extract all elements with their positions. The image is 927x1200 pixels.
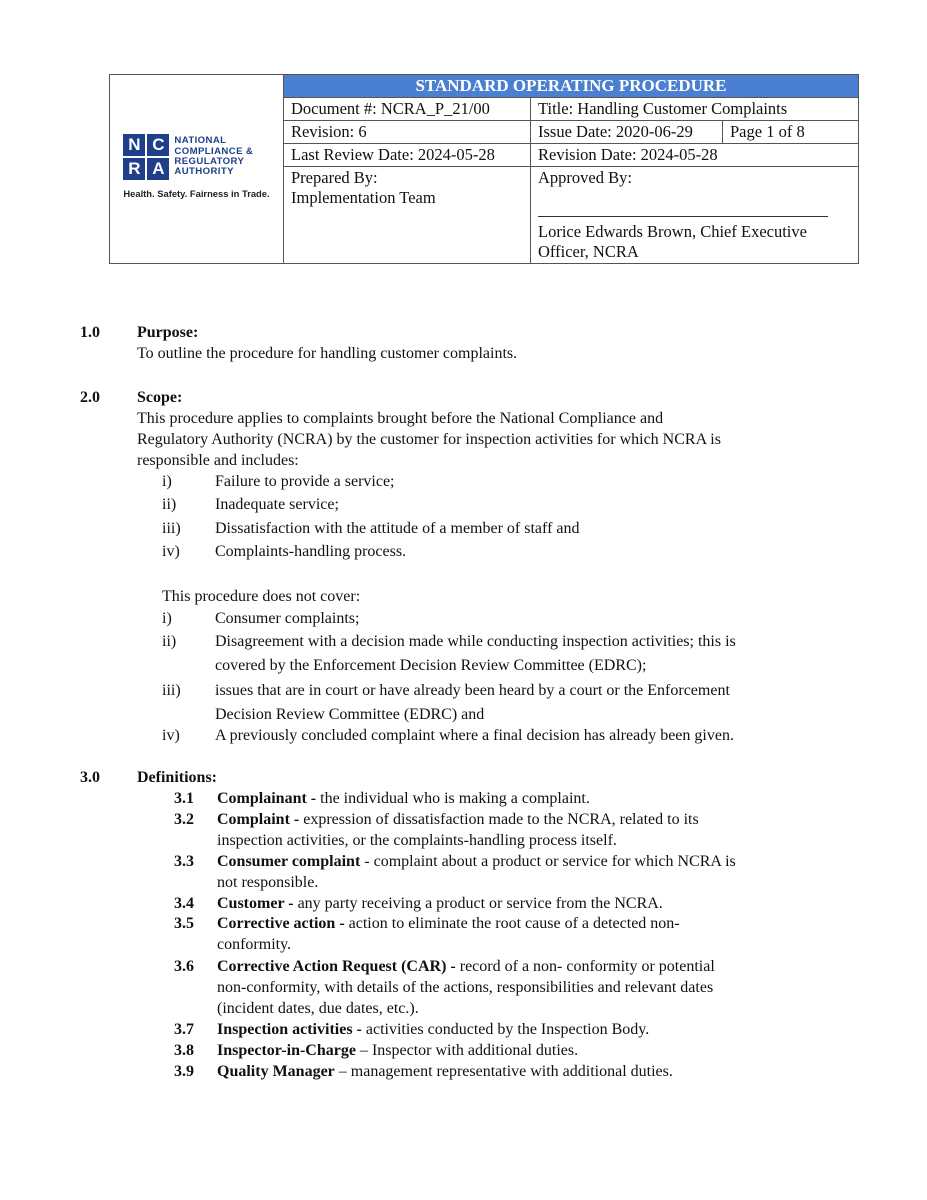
definition-item: Consumer complaint - complaint about a product or service for which NCRA is xyxy=(217,853,736,870)
signature-line xyxy=(538,216,828,217)
definition-item: Corrective action - action to eliminate the root cause of a detected non- xyxy=(217,915,680,932)
definition-continuation: not responsible. xyxy=(217,874,319,891)
approved-by-cell xyxy=(531,167,859,222)
prepared-by-value: Implementation Team xyxy=(291,188,436,207)
sop-title-banner: STANDARD OPERATING PROCEDURE xyxy=(284,75,859,98)
issue-date: Issue Date: 2020-06-29 xyxy=(531,121,723,144)
scope-intro-line: This procedure applies to complaints brought before the National Compliance and xyxy=(137,410,664,427)
list-item: Consumer complaints; xyxy=(215,610,360,627)
revision-number: Revision: 6 xyxy=(284,121,531,144)
definition-item: Corrective Action Request (CAR) - record of a non- conformity or potential xyxy=(217,958,715,975)
logo-letter: A xyxy=(147,158,169,180)
definition-item: Complaint - expression of dissatisfaction made to the NCRA, related to its xyxy=(217,811,699,828)
scope-intro-line: Regulatory Authority (NCRA) by the customer for inspection activities for which NCRA is xyxy=(137,431,721,448)
logo-letter: R xyxy=(123,158,145,180)
definition-number: 3.7 xyxy=(174,1021,194,1038)
purpose-text: To outline the procedure for handling customer complaints. xyxy=(137,345,518,362)
definition-number: 3.1 xyxy=(174,790,194,807)
definition-continuation: non-conformity, with details of the actions, responsibilities and relevant dates xyxy=(217,979,714,996)
document-number: Document #: NCRA_P_21/00 xyxy=(284,98,531,121)
definition-item: Complainant - the individual who is making a complaint. xyxy=(217,790,590,807)
list-item: issues that are in court or have already been heard by a court or the Enforcement xyxy=(215,682,730,699)
approver-cell xyxy=(531,221,859,264)
definition-item: Customer - any party receiving a product or service from the NCRA. xyxy=(217,895,663,912)
list-item: A previously concluded complaint where a final decision has already been given. xyxy=(215,727,734,744)
logo-letter: N xyxy=(123,134,145,156)
definition-continuation: conformity. xyxy=(217,936,292,953)
revision-date: Revision Date: 2024-05-28 xyxy=(531,144,859,167)
section-number: 2.0 xyxy=(80,389,100,406)
definition-continuation: inspection activities, or the complaints-handling process itself. xyxy=(217,832,617,849)
ncra-logo xyxy=(123,134,269,204)
list-number: iv) xyxy=(162,543,180,560)
page-number: Page 1 of 8 xyxy=(723,121,859,144)
logo-cell xyxy=(110,75,284,264)
definition-number: 3.4 xyxy=(174,895,194,912)
section-number: 1.0 xyxy=(80,324,100,341)
list-item: Failure to provide a service; xyxy=(215,473,395,490)
definition-number: 3.8 xyxy=(174,1042,194,1059)
list-number: ii) xyxy=(162,496,177,513)
list-number: i) xyxy=(162,473,172,490)
definitions-heading: Definitions: xyxy=(137,769,217,786)
sop-header-table xyxy=(109,74,859,264)
list-number: i) xyxy=(162,610,172,627)
list-number: iii) xyxy=(162,520,181,537)
document-title: Title: Handling Customer Complaints xyxy=(531,98,859,121)
scope-heading: Scope: xyxy=(137,389,183,406)
logo-name: NATIONAL COMPLIANCE & REGULATORY AUTHORITY xyxy=(174,135,254,178)
prepared-by-cell xyxy=(284,167,531,264)
list-number: iii) xyxy=(162,682,181,699)
list-item-continuation: covered by the Enforcement Decision Review Committee (EDRC); xyxy=(215,657,647,674)
definition-number: 3.5 xyxy=(174,915,194,932)
definition-item: Inspector-in-Charge – Inspector with additional duties. xyxy=(217,1042,579,1059)
list-item: Disagreement with a decision made while conducting inspection activities; this is xyxy=(215,633,736,650)
approved-by-label: Approved By: xyxy=(538,168,632,187)
logo-tagline: Health. Safety. Fairness in Trade. xyxy=(123,188,270,199)
definition-number: 3.3 xyxy=(174,853,194,870)
prepared-by-label: Prepared By: xyxy=(291,168,378,187)
definition-number: 3.9 xyxy=(174,1063,194,1080)
logo-letter: C xyxy=(147,134,169,156)
definition-number: 3.2 xyxy=(174,811,194,828)
list-item: Complaints-handling process. xyxy=(215,543,407,560)
list-item: Inadequate service; xyxy=(215,496,339,513)
approver-name: Lorice Edwards Brown, Chief Executive xyxy=(538,222,807,241)
definition-item: Inspection activities - activities conducted by the Inspection Body. xyxy=(217,1021,650,1038)
list-number: ii) xyxy=(162,633,177,650)
definition-item: Quality Manager – management representative with additional duties. xyxy=(217,1063,673,1080)
last-review-date: Last Review Date: 2024-05-28 xyxy=(284,144,531,167)
approver-org: Officer, NCRA xyxy=(538,242,639,261)
list-item: Dissatisfaction with the attitude of a member of staff and xyxy=(215,520,580,537)
definition-continuation: (incident dates, due dates, etc.). xyxy=(217,1000,419,1017)
purpose-heading: Purpose: xyxy=(137,324,199,341)
list-number: iv) xyxy=(162,727,180,744)
list-item-continuation: Decision Review Committee (EDRC) and xyxy=(215,706,485,723)
scope-intro-line: responsible and includes: xyxy=(137,452,299,469)
not-cover-intro: This procedure does not cover: xyxy=(162,588,361,605)
definition-number: 3.6 xyxy=(174,958,194,975)
section-number: 3.0 xyxy=(80,769,100,786)
logo-mark xyxy=(123,134,169,180)
